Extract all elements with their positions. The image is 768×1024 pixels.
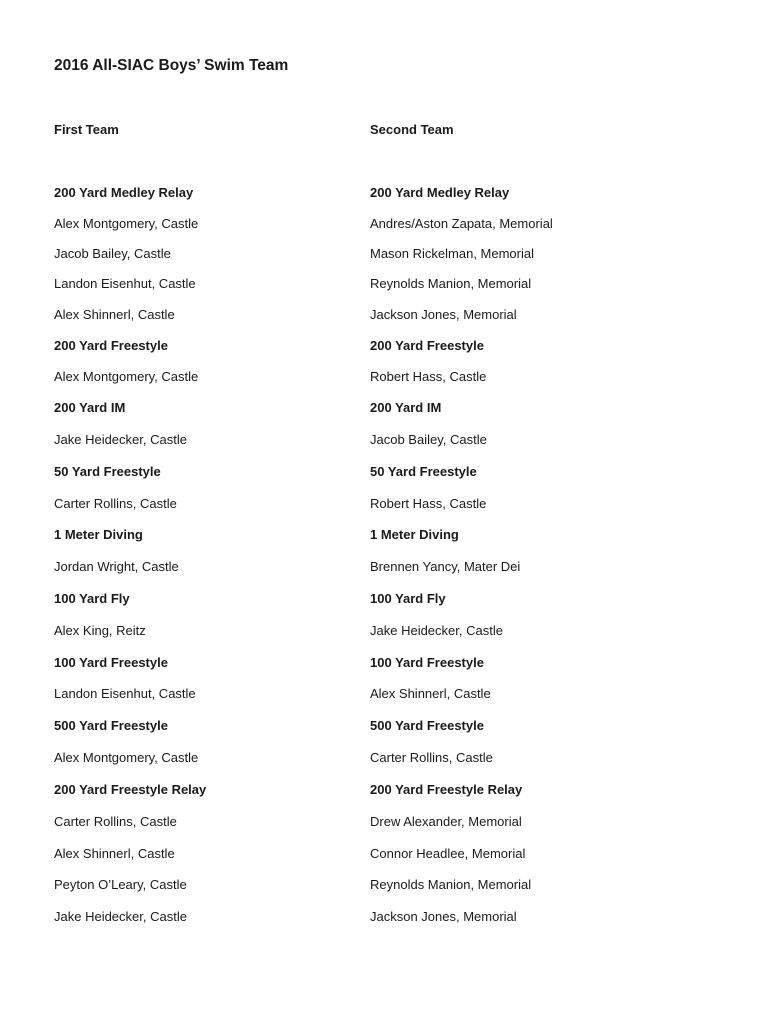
swimmer-entry: Carter Rollins, Castle [370,750,493,765]
swimmer-entry: Alex Montgomery, Castle [54,216,199,231]
swimmer-entry: Jacob Bailey, Castle [370,432,487,447]
event-heading: 1 Meter Diving [370,527,459,542]
event-heading: 100 Yard Fly [54,591,130,606]
swimmer-entry: Jake Heidecker, Castle [54,432,187,447]
swimmer-entry: Robert Hass, Castle [370,369,487,384]
swimmer-entry: Alex Montgomery, Castle [54,750,199,765]
event-heading: 500 Yard Freestyle [54,718,168,733]
event-heading: 200 Yard Freestyle Relay [54,782,207,797]
swimmer-entry: Reynolds Manion, Memorial [370,276,532,291]
swimmer-entry: Jackson Jones, Memorial [370,909,517,924]
swimmer-entry: Landon Eisenhut, Castle [54,686,196,701]
swimmer-entry: Alex Shinnerl, Castle [370,686,491,701]
swimmer-entry: Landon Eisenhut, Castle [54,276,196,291]
second-team-heading: Second Team [370,122,454,137]
document-title: 2016 All-SIAC Boys’ Swim Team [54,57,289,74]
swimmer-entry: Jordan Wright, Castle [54,559,179,574]
swimmer-entry: Carter Rollins, Castle [54,496,177,511]
event-heading: 500 Yard Freestyle [370,718,484,733]
event-heading: 100 Yard Freestyle [370,655,484,670]
swimmer-entry: Jake Heidecker, Castle [370,623,503,638]
swimmer-entry: Alex King, Reitz [54,623,146,638]
event-heading: 200 Yard IM [54,400,126,415]
event-heading: 200 Yard Medley Relay [54,185,194,200]
event-heading: 1 Meter Diving [54,527,143,542]
swimmer-entry: Alex Shinnerl, Castle [54,307,175,322]
swimmer-entry: Jake Heidecker, Castle [54,909,187,924]
swimmer-entry: Carter Rollins, Castle [54,814,177,829]
swimmer-entry: Drew Alexander, Memorial [370,814,522,829]
event-heading: 200 Yard Freestyle [370,338,484,353]
swimmer-entry: Robert Hass, Castle [370,496,487,511]
swimmer-entry: Alex Shinnerl, Castle [54,846,175,861]
event-heading: 200 Yard IM [370,400,442,415]
swimmer-entry: Andres/Aston Zapata, Memorial [370,216,553,231]
swimmer-entry: Jackson Jones, Memorial [370,307,517,322]
swimmer-entry: Jacob Bailey, Castle [54,246,171,261]
first-team-heading: First Team [54,122,119,137]
swimmer-entry: Alex Montgomery, Castle [54,369,199,384]
event-heading: 200 Yard Freestyle [54,338,168,353]
event-heading: 50 Yard Freestyle [54,464,161,479]
event-heading: 100 Yard Freestyle [54,655,168,670]
event-heading: 200 Yard Medley Relay [370,185,510,200]
event-heading: 200 Yard Freestyle Relay [370,782,523,797]
swimmer-entry: Peyton O’Leary, Castle [54,877,187,892]
event-heading: 100 Yard Fly [370,591,446,606]
event-heading: 50 Yard Freestyle [370,464,477,479]
swimmer-entry: Connor Headlee, Memorial [370,846,526,861]
swimmer-entry: Mason Rickelman, Memorial [370,246,534,261]
swimmer-entry: Reynolds Manion, Memorial [370,877,532,892]
swimmer-entry: Brennen Yancy, Mater Dei [370,559,521,574]
